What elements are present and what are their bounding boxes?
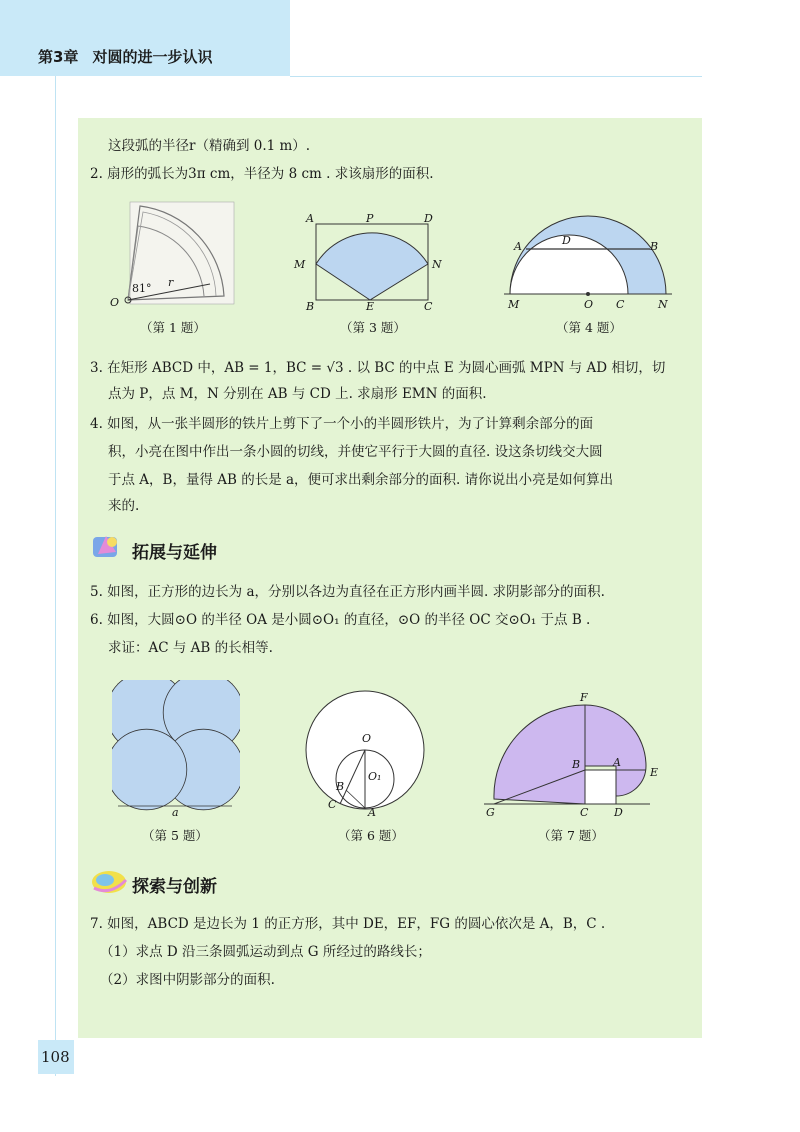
chapter-title: 对圆的进一步认识 xyxy=(92,48,213,66)
exercise-7: 7. 如图，ABCD 是边长为 1 的正方形，其中 DE，EF，FG 的圆心依次是 A，B，C . xyxy=(90,916,606,932)
label-C: C xyxy=(616,298,625,311)
label-N: N xyxy=(658,298,668,311)
label-E: E xyxy=(650,766,659,779)
label-O: O xyxy=(110,296,120,309)
label-D: D xyxy=(562,234,571,247)
figure-7 xyxy=(480,690,680,822)
exercise-6-line2: 求证：AC 与 AB 的长相等. xyxy=(108,640,273,656)
label-O: O xyxy=(584,298,594,311)
label-B: B xyxy=(650,240,659,253)
label-M: M xyxy=(294,258,306,271)
caption-3: （第 3 题） xyxy=(340,320,406,335)
label-angle: 81° xyxy=(132,282,152,295)
page-number: 108 xyxy=(41,1048,70,1066)
text-line: 这段弧的半径r（精确到 0.1 m）. xyxy=(108,138,311,154)
caption-6: （第 6 题） xyxy=(338,828,404,843)
figure-1 xyxy=(110,200,240,312)
label-A: A xyxy=(514,240,522,253)
label-O1: O₁ xyxy=(368,770,382,783)
exercise-4-line1: 4. 如图，从一张半圆形的铁片上剪下了一个小的半圆形铁片，为了计算剩余部分的面 xyxy=(90,416,594,432)
shaded-region xyxy=(494,705,646,804)
label-C: C xyxy=(424,300,433,312)
exercise-5: 5. 如图，正方形的边长为 a，分别以各边为直径在正方形内画半圆. 求阴影部分的面积. xyxy=(90,584,605,600)
caption-1: （第 1 题） xyxy=(140,320,206,335)
label-O: O xyxy=(362,732,372,745)
section-explore-title: 探索与创新 xyxy=(132,877,217,897)
label-D: D xyxy=(614,806,623,819)
label-M: M xyxy=(508,298,520,311)
extend-section-icon xyxy=(90,532,126,562)
label-F: F xyxy=(580,691,588,704)
figure-4 xyxy=(500,214,680,314)
label-B: B xyxy=(306,300,315,312)
chapter-number: 第3章 xyxy=(38,48,79,66)
explore-section-icon xyxy=(90,866,128,896)
square-ABCD xyxy=(585,770,616,804)
margin-rule xyxy=(55,76,56,1076)
exercise-7-part1: （1）求点 D 沿三条圆弧运动到点 G 所经过的路线长； xyxy=(100,944,431,960)
label-a: a xyxy=(172,806,179,819)
exercise-7-part2: （2）求图中阴影部分的面积. xyxy=(100,972,275,988)
label-C: C xyxy=(580,806,589,819)
exercise-6-line1: 6. 如图，大圆⊙O 的半径 OA 是小圆⊙O₁ 的直径，⊙O 的半径 OC 交⊙O₁ 于点 B . xyxy=(90,612,591,628)
label-A: A xyxy=(306,212,314,225)
label-N: N xyxy=(432,258,442,271)
figure-5 xyxy=(112,680,240,820)
label-B: B xyxy=(336,780,345,793)
label-G: G xyxy=(486,806,495,819)
section-extend-title: 拓展与延伸 xyxy=(132,543,217,563)
label-P: P xyxy=(366,212,374,225)
caption-5: （第 5 题） xyxy=(142,828,208,843)
label-A: A xyxy=(613,756,621,769)
label-E: E xyxy=(366,300,375,312)
label-B: B xyxy=(572,758,581,771)
figure-3 xyxy=(290,208,450,312)
caption-4: （第 4 题） xyxy=(556,320,622,335)
exercise-4-line4: 来的. xyxy=(108,498,140,514)
figure-6 xyxy=(300,680,430,820)
header-divider xyxy=(290,76,702,77)
chapter-heading xyxy=(38,46,212,67)
center-O xyxy=(586,292,590,296)
exercise-4-line3: 于点 A，B，量得 AB 的长是 a，便可求出剩余部分的面积. 请你说出小亮是如何算出 xyxy=(108,472,614,488)
caption-7: （第 7 题） xyxy=(538,828,604,843)
label-A: A xyxy=(368,806,376,819)
label-C: C xyxy=(328,798,337,811)
exercise-4-line2: 积，小亮在图中作出一条小圆的切线，并使它平行于大圆的直径. 设这条切线交大圆 xyxy=(108,444,603,460)
sector-EMN xyxy=(316,233,428,300)
exercise-2: 2. 扇形的弧长为3π cm，半径为 8 cm . 求该扇形的面积. xyxy=(90,166,434,182)
exercise-3-line2: 点为 P，点 M，N 分别在 AB 与 CD 上. 求扇形 EMN 的面积. xyxy=(108,386,487,402)
label-D: D xyxy=(424,212,433,225)
exercise-3-line1: 3. 在矩形 ABCD 中，AB = 1，BC = √3 . 以 BC 的中点 E 为圆心画弧 MPN 与 AD 相切，切 xyxy=(90,360,666,376)
label-r: r xyxy=(168,276,174,289)
petal-bl xyxy=(112,729,187,810)
